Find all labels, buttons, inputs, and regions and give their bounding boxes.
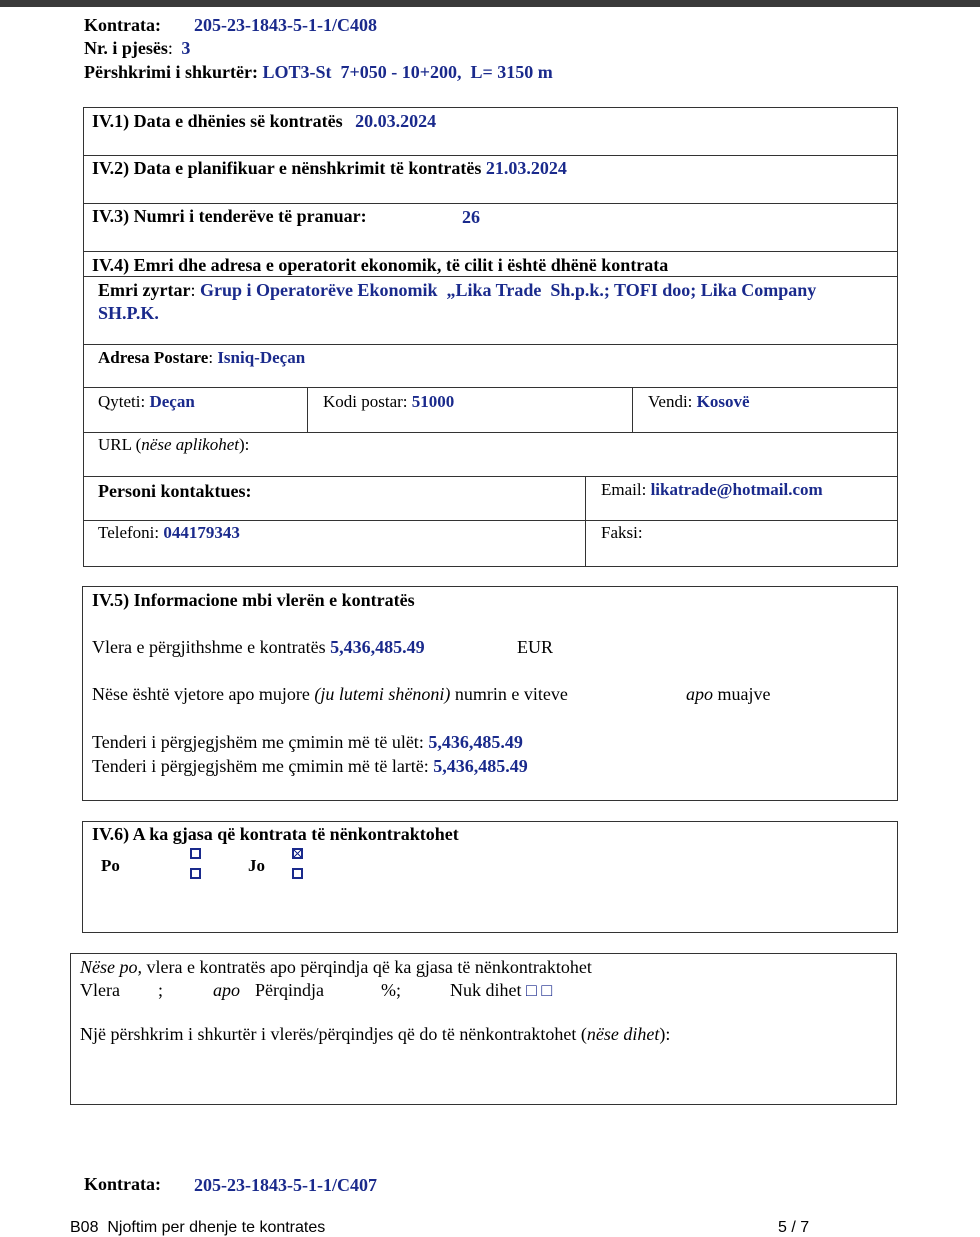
- pershkrim-row: [80, 1024, 670, 1045]
- vlera-label: Vlera e përgjithshme e kontratës: [92, 637, 326, 657]
- qyteti-value: Deçan: [149, 392, 195, 411]
- iv2-row: [92, 158, 567, 179]
- kontrata-label: Kontrata:: [84, 15, 161, 35]
- window-top-bar: [0, 0, 980, 7]
- kodi-value: 51000: [411, 392, 455, 411]
- iv1-value: 20.03.2024: [355, 111, 437, 131]
- iv2-label: IV.2) Data e planifikuar e nënshkrimit të kontratës: [92, 158, 482, 178]
- vendi-cell: [648, 392, 750, 412]
- emri-label: Emri zyrtar: [98, 280, 191, 300]
- emri-value-line1: Grup i Operatorëve Ekonomik „Lika Trade Sh.p.k.; TOFI doo; Lika Company: [199, 280, 817, 300]
- url-label: URL (: [98, 435, 142, 454]
- vjetore-text-b: numrin e viteve: [450, 684, 568, 704]
- ulet-row: [92, 732, 523, 753]
- kontrata-value: 205-23-1843-5-1-1/C408: [194, 15, 377, 35]
- iv6-label: IV.6) A ka gjasa që kontrata të nënkontraktohet: [92, 824, 459, 844]
- emri-zyrtar-row: Emri zyrtar: Grup i Operatorëve Ekonomik „Lika Trade Sh.p.k.; TOFI doo; Lika Company: [98, 280, 817, 300]
- ulet-label: Tenderi i përgjegjshëm me çmimin më të ulët:: [92, 732, 424, 752]
- currency: EUR: [517, 637, 553, 657]
- iv1-label: IV.1) Data e dhënies së kontratës: [92, 111, 343, 131]
- nuk-dihet-label: Nuk dihet: [450, 980, 522, 1000]
- pershkrim-text-a: Një përshkrim i shkurtër i vlerës/përqindjes që do të nënkontraktohet (: [80, 1024, 587, 1044]
- vjetore-row: [92, 684, 568, 705]
- subcontract-line1-rest: vlera e kontratës apo përqindja që ka gjasa të nënkontraktohet: [142, 957, 592, 977]
- subcontract-perqindja: Përqindja: [255, 980, 324, 1000]
- email-cell: [601, 480, 823, 500]
- footer-page-number: 5 / 7: [778, 1219, 810, 1236]
- adresa-row: Adresa Postare: Isniq-Deçan: [98, 348, 306, 367]
- pershkrimi-row: [84, 62, 553, 83]
- faksi-label: Faksi:: [601, 523, 643, 542]
- po-checkbox[interactable]: [190, 868, 201, 879]
- nr-pjeses-colon: :: [167, 38, 173, 58]
- kodi-cell: [323, 392, 454, 412]
- telefoni-value: 044179343: [163, 523, 240, 542]
- adresa-label: Adresa Postare: [98, 348, 209, 367]
- larte-label: Tenderi i përgjegjshëm me çmimin më të lartë:: [92, 756, 429, 776]
- url-italic: nëse aplikohet: [141, 435, 239, 454]
- nr-pjeses-label: Nr. i pjesës: [84, 38, 168, 58]
- apo-label: apo: [686, 684, 713, 704]
- nese-po: Nëse po,: [80, 957, 142, 977]
- jo-checkbox-checked[interactable]: [292, 848, 303, 859]
- pershkrim-italic: nëse dihet: [586, 1024, 660, 1044]
- ulet-value: 5,436,485.49: [428, 732, 523, 752]
- iv5-label: IV.5) Informacione mbi vlerën e kontratës: [92, 590, 415, 610]
- apo-muajve: [686, 684, 770, 705]
- url-end: ):: [239, 435, 250, 454]
- footer-doc-name: B08 Njoftim per dhenje te kontrates: [70, 1219, 326, 1236]
- iv3-value: 26: [462, 207, 480, 227]
- po-label: Po: [101, 856, 120, 875]
- qyteti-cell: [98, 392, 195, 412]
- next-kontrata-value: 205-23-1843-5-1-1/C407: [194, 1175, 377, 1195]
- email-value: likatrade@hotmail.com: [650, 480, 823, 499]
- subcontract-semicolon: ;: [158, 980, 164, 1000]
- personi-row: [98, 481, 252, 502]
- nuk-dihet-checkboxes[interactable]: □ □: [526, 980, 553, 1000]
- subcontract-vlera: Vlera: [80, 980, 120, 1000]
- pershkrimi-value: LOT3-St 7+050 - 10+200, L= 3150 m: [262, 62, 553, 82]
- pershkrimi-label: Përshkrimi i shkurtër:: [84, 62, 258, 82]
- vjetore-text-italic: (ju lutemi shënoni): [314, 684, 451, 704]
- next-kontrata-label: Kontrata:: [84, 1174, 161, 1194]
- nr-pjeses-row: [84, 38, 190, 59]
- jo-checkbox[interactable]: [292, 868, 303, 879]
- subcontract-line1: [80, 957, 592, 978]
- iv4-label: IV.4) Emri dhe adresa e operatorit ekonomik, të cilit i është dhënë kontrata: [92, 255, 669, 275]
- kodi-label: Kodi postar:: [323, 392, 408, 411]
- subcontract-percent: %;: [381, 980, 401, 1000]
- subcontract-apo: apo: [213, 980, 240, 1000]
- vendi-label: Vendi:: [648, 392, 693, 411]
- personi-label: Personi kontaktues:: [98, 481, 252, 501]
- nr-pjeses-value: 3: [181, 38, 191, 58]
- iv3-label: IV.3) Numri i tenderëve të pranuar:: [92, 206, 367, 226]
- iv2-value: 21.03.2024: [485, 158, 567, 178]
- muajve-label: muajve: [713, 684, 771, 704]
- adresa-value: Isniq-Deçan: [217, 348, 306, 367]
- po-checkbox-top[interactable]: [190, 848, 201, 859]
- qyteti-label: Qyteti:: [98, 392, 146, 411]
- vlera-row: [92, 637, 425, 658]
- url-row: [98, 435, 249, 455]
- email-label: Email:: [601, 480, 647, 499]
- vjetore-text-a: Nëse është vjetore apo mujore: [92, 684, 315, 704]
- nuk-dihet-row: [450, 980, 552, 1001]
- larte-value: 5,436,485.49: [433, 756, 528, 776]
- emri-value-line2: SH.P.K.: [98, 303, 159, 323]
- telefoni-cell: [98, 523, 240, 543]
- pershkrim-text-b: ):: [659, 1024, 671, 1044]
- iv1-row: [92, 111, 436, 132]
- telefoni-label: Telefoni:: [98, 523, 160, 542]
- larte-row: [92, 756, 528, 777]
- vendi-value: Kosovë: [696, 392, 750, 411]
- vlera-value: 5,436,485.49: [330, 637, 425, 657]
- jo-label: Jo: [248, 856, 265, 875]
